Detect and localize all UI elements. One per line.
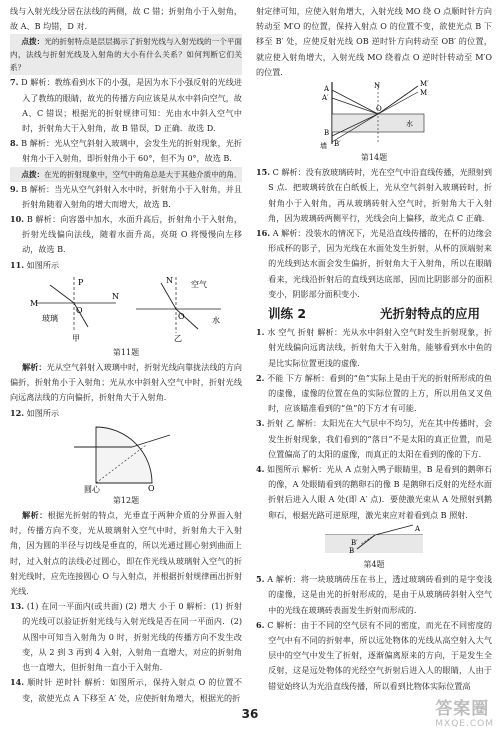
answer-text: A 解析：将一块玻璃砖压在书上，透过玻璃砖看到的是字变浅的虚像，这是由光的折射形成的，是由于从玻璃砖斜射入空气中的光线在玻璃砖表面发生折射而形成的．	[267, 574, 493, 615]
exercise-6	[256, 618, 492, 694]
label-O: O	[76, 305, 83, 315]
label-M: M	[420, 89, 428, 98]
question-number: 5.	[256, 574, 265, 585]
answer-paragraph: 射定律可知，应使入射角增大，入射光线 MO 绕 O 点顺时针方向转动至 M′O 的位置，保持入射点 O 的位置不变，欲使光点 B 下移至 B′ 处，应使反射光线 OB 逆时针方向转动至 OB′ 的位置，就应使入射角增大，入射光线 MO 绕着点 O 逆时针转动至 M′O 的位置．	[256, 6, 492, 77]
left-column	[10, 4, 242, 706]
label-water: 水	[406, 120, 413, 129]
question-number: 4.	[256, 464, 265, 475]
question-number: 7.	[10, 77, 19, 88]
analysis-label: 解析：	[22, 362, 47, 373]
figure-14	[314, 80, 434, 150]
answer-text: C 解析：没有放玻璃砖时，光在空气中沿直线传播，光照射到 S 点．把玻璃砖放在白纸板上，光从空气斜射入玻璃砖时，折射角小于入射角，再从玻璃砖射入空气时，折射角大于入射角，因为玻璃砖两侧平行，光线会向上偏移，故光点 C 正确．	[268, 167, 492, 223]
label-center: 圆心	[84, 484, 100, 493]
answer-text: A 解析：没装水的情况下，光是沿直线传播的，在杯的边缘会形成杯的影子，因为光线在水面处发生折射，从杯的顶端射来的光线到达水面会发生偏折，折射角大于入射角，所以在眼睛看来，光线沿折射后的直线到达底部，因而比阴影部分的面积变小，阴影部分面积变小．	[268, 228, 492, 299]
question-number: 6.	[256, 619, 265, 630]
analysis-text: 光从空气斜射入玻璃中时，折射光线向靠拢法线的方向偏折，折射角小于入射角；光从水中斜射入空气中时，折射光线向远离法线的方向偏折，折射角大于入射角．	[10, 362, 242, 403]
page-number: 36	[241, 707, 259, 721]
watermark-url: MXQE.COM	[435, 719, 494, 729]
note-text: 在光的折射现象中，空气中的角总是大于其他介质中的角．	[44, 169, 242, 179]
question-10	[10, 212, 242, 258]
exercise-3	[256, 416, 492, 462]
label-glass: 玻璃	[42, 313, 58, 323]
label-water: 水	[212, 315, 220, 325]
figure-14-caption: 第14题	[360, 153, 388, 163]
caption-jia: 甲	[72, 333, 80, 343]
watermark-logo	[435, 694, 494, 729]
note-label: 点拨：	[21, 37, 45, 47]
right-column	[256, 4, 492, 694]
answer-text: B 解析：向容器中加水，水面升高后，折射角小于入射角，折射光线偏向法线，随着水面升高，亮斑 O 将慢慢向左移动，故选 B.	[22, 214, 242, 255]
analysis-label: 解析：	[22, 510, 48, 521]
answer-text: 如图所示	[26, 259, 60, 270]
note-label: 点拨：	[21, 169, 45, 179]
section-title: 光折射特点的应用	[379, 306, 480, 322]
answer-text: 如图所示 解析：光从 A 点射入鸭子眼睛里，B 是看到的鹅卵石的像，A 处眼睛看到的鹅卵石的像 B 是鹅卵石反射的光经水面折射后进入人眼 A 处(即 A′ 点)．要使激光束从 A 处照射到鹅卵石，根据光路可逆原理，激光束应对着看到点 B 照射．	[267, 464, 492, 520]
figure-11-caption: 第11题	[112, 347, 140, 357]
figure-12-caption: 第12题	[112, 495, 140, 505]
section-label: 训练 2	[268, 306, 307, 322]
question-number: 3.	[256, 418, 265, 429]
question-number: 1.	[256, 327, 265, 338]
answer-text: 水 空气 折射 解析：光从水中斜射入空气时发生折射现象，折射光线偏向远离法线，折射角大于入射角，能够看到水中鱼的是比实际位置更浅的虚像．	[267, 327, 492, 368]
answer-text: C 解析：由于不同的空气层有不同的密度，而光在不同密度的空气中有不同的折射率，所以远处物体的光线从高空射入大气层中的空气中发生了折射，逐渐偏离原来的方向，于是发生全反射，这是远处物体的光经空气折射后进入人的眼睛，人由于错觉始终认为光沿直线传播，所以看到比物体实际位置高	[267, 619, 492, 691]
label-O: O	[148, 483, 155, 493]
label-B: B	[349, 546, 355, 555]
label-N: N	[112, 291, 119, 301]
answer-text: B 解析：光从空气斜射入玻璃中，会发生光的折射现象，光折射角小于入射角，即折射角小于 60°，但不为 0°，故选 B.	[21, 138, 242, 164]
question-7	[10, 75, 242, 136]
question-number: 10.	[10, 214, 25, 225]
label-M: M	[30, 298, 39, 308]
label-B2: B′	[351, 538, 358, 547]
note	[10, 34, 242, 75]
question-number: 2.	[256, 372, 265, 383]
question-number: 12.	[10, 407, 25, 418]
question-number: 9.	[10, 183, 19, 194]
label-M2: M′	[420, 80, 429, 89]
label-B: B	[324, 129, 330, 138]
label-B2: B′	[334, 140, 341, 149]
label-O: O	[376, 105, 382, 114]
exercise-1	[256, 325, 492, 371]
question-14	[10, 675, 242, 705]
answer-text: 顺时针 逆时针 解析：如图所示，保持入射点 O 的位置不变，欲使光点 A 下移至 A′ 处，应使折射角增大，根据光的折	[22, 677, 242, 703]
question-15	[256, 165, 492, 226]
question-number: 16.	[256, 228, 271, 239]
answer-text: (1) 在同一平面内(或共面) (2) 增大 小于 0 解析：(1) 折射的光线可以验证折射光线与入射光线是否在同一平面内．(2) 从图中可知当入射角为 0 时，折射光线的传播方向不发生改变，从 2 到 3 再到 4 入射，入射角一直增大，对应的折射角也一直增大，但折射角一直小于入射角．	[22, 601, 242, 673]
question-13	[10, 599, 242, 675]
label-P: P	[78, 277, 84, 287]
question-12	[10, 406, 242, 421]
question-11	[10, 258, 242, 273]
question-16	[256, 226, 492, 302]
question-number: 11.	[10, 259, 25, 270]
question-8	[10, 136, 242, 166]
answer-text: D 解析：教练看到水下的小强，是因为水下小强反射的光线进入了教练的眼睛，故光的传播方向应该是从水中斜向空气，故 A、C 错误；根据光的折射规律可知：光由水中斜入空气中时，折射角大于入射角，故 B 错误，D 正确．故选 D.	[21, 77, 242, 134]
answer-text: B 解析：当光从空气斜射入水中时，折射角小于入射角，并且折射角随着入射角的增大而增大，故选 B.	[21, 183, 242, 209]
exercise-4	[256, 462, 492, 523]
analysis-text: 根据光折射的特点，光垂直于两种介质的分界面入射时，传播方向不变，光从玻璃射入空气中时，折射角大于入射角，因为圆的半径与切线是垂直的，所以光通过圆心射到曲面上时，过入射点的法线必过圆心，即在作光线从玻璃射入空气的折射光线时，应先连接圆心 O 与入射点，并根据折射规律画出折射光线．	[10, 510, 242, 597]
exercise-2	[256, 371, 492, 417]
question-number: 8.	[10, 138, 19, 149]
watermark-text: 答案圈	[435, 699, 490, 719]
caption-yi: 乙	[174, 333, 182, 343]
label-wall: 墙	[320, 142, 327, 151]
figure-12	[66, 421, 186, 493]
question-number: 13.	[10, 601, 25, 612]
question-number: 15.	[256, 167, 271, 178]
label-A: A	[415, 524, 421, 533]
figure-4	[319, 523, 429, 557]
note-text: 光的折射特点是层层揭示了折射光线与入射光线的一个平面内，法线与折射光线及入射角的大小有什么关系？如何判断它们关系？	[10, 37, 243, 73]
answer-text: 折射 乙 解析：太阳光在大气层中不均匀，光在其中传播时，会发生折射现象，我们看到的“落日”不是太阳的真正位置，而是位置偏高了的太阳的虚像，而真正的太阳在看到的像的下方．	[267, 418, 492, 459]
exercise-5	[256, 572, 492, 618]
answer-paragraph: 线与入射光线分居在法线的两侧，故 C 错；折射角小于入射角，故 A、B 均错，D 对．	[10, 6, 242, 32]
label-A: A	[324, 85, 330, 94]
section-heading	[256, 306, 492, 321]
label-N: N	[166, 275, 173, 285]
question-11-analysis	[10, 360, 242, 406]
label-A2: A′	[322, 94, 329, 103]
label-air: 空气	[191, 279, 207, 289]
answer-text: 如图所示	[26, 407, 60, 418]
label-O: O	[178, 311, 185, 321]
question-9	[10, 182, 242, 212]
figure-4-caption: 第4题	[363, 559, 385, 569]
note	[10, 167, 242, 182]
question-12-analysis	[10, 508, 242, 599]
label-N: N	[374, 82, 381, 91]
answer-text: 不能 下方 解析：看到的“鱼”实际上是由于光的折射所形成的鱼的虚像，虚像的位置在鱼的实际位置的上方，所以用鱼叉叉鱼时，应该瞄准看到的“鱼”的下方才有可能．	[267, 372, 492, 414]
figure-11	[26, 273, 226, 345]
question-number: 14.	[10, 677, 25, 688]
